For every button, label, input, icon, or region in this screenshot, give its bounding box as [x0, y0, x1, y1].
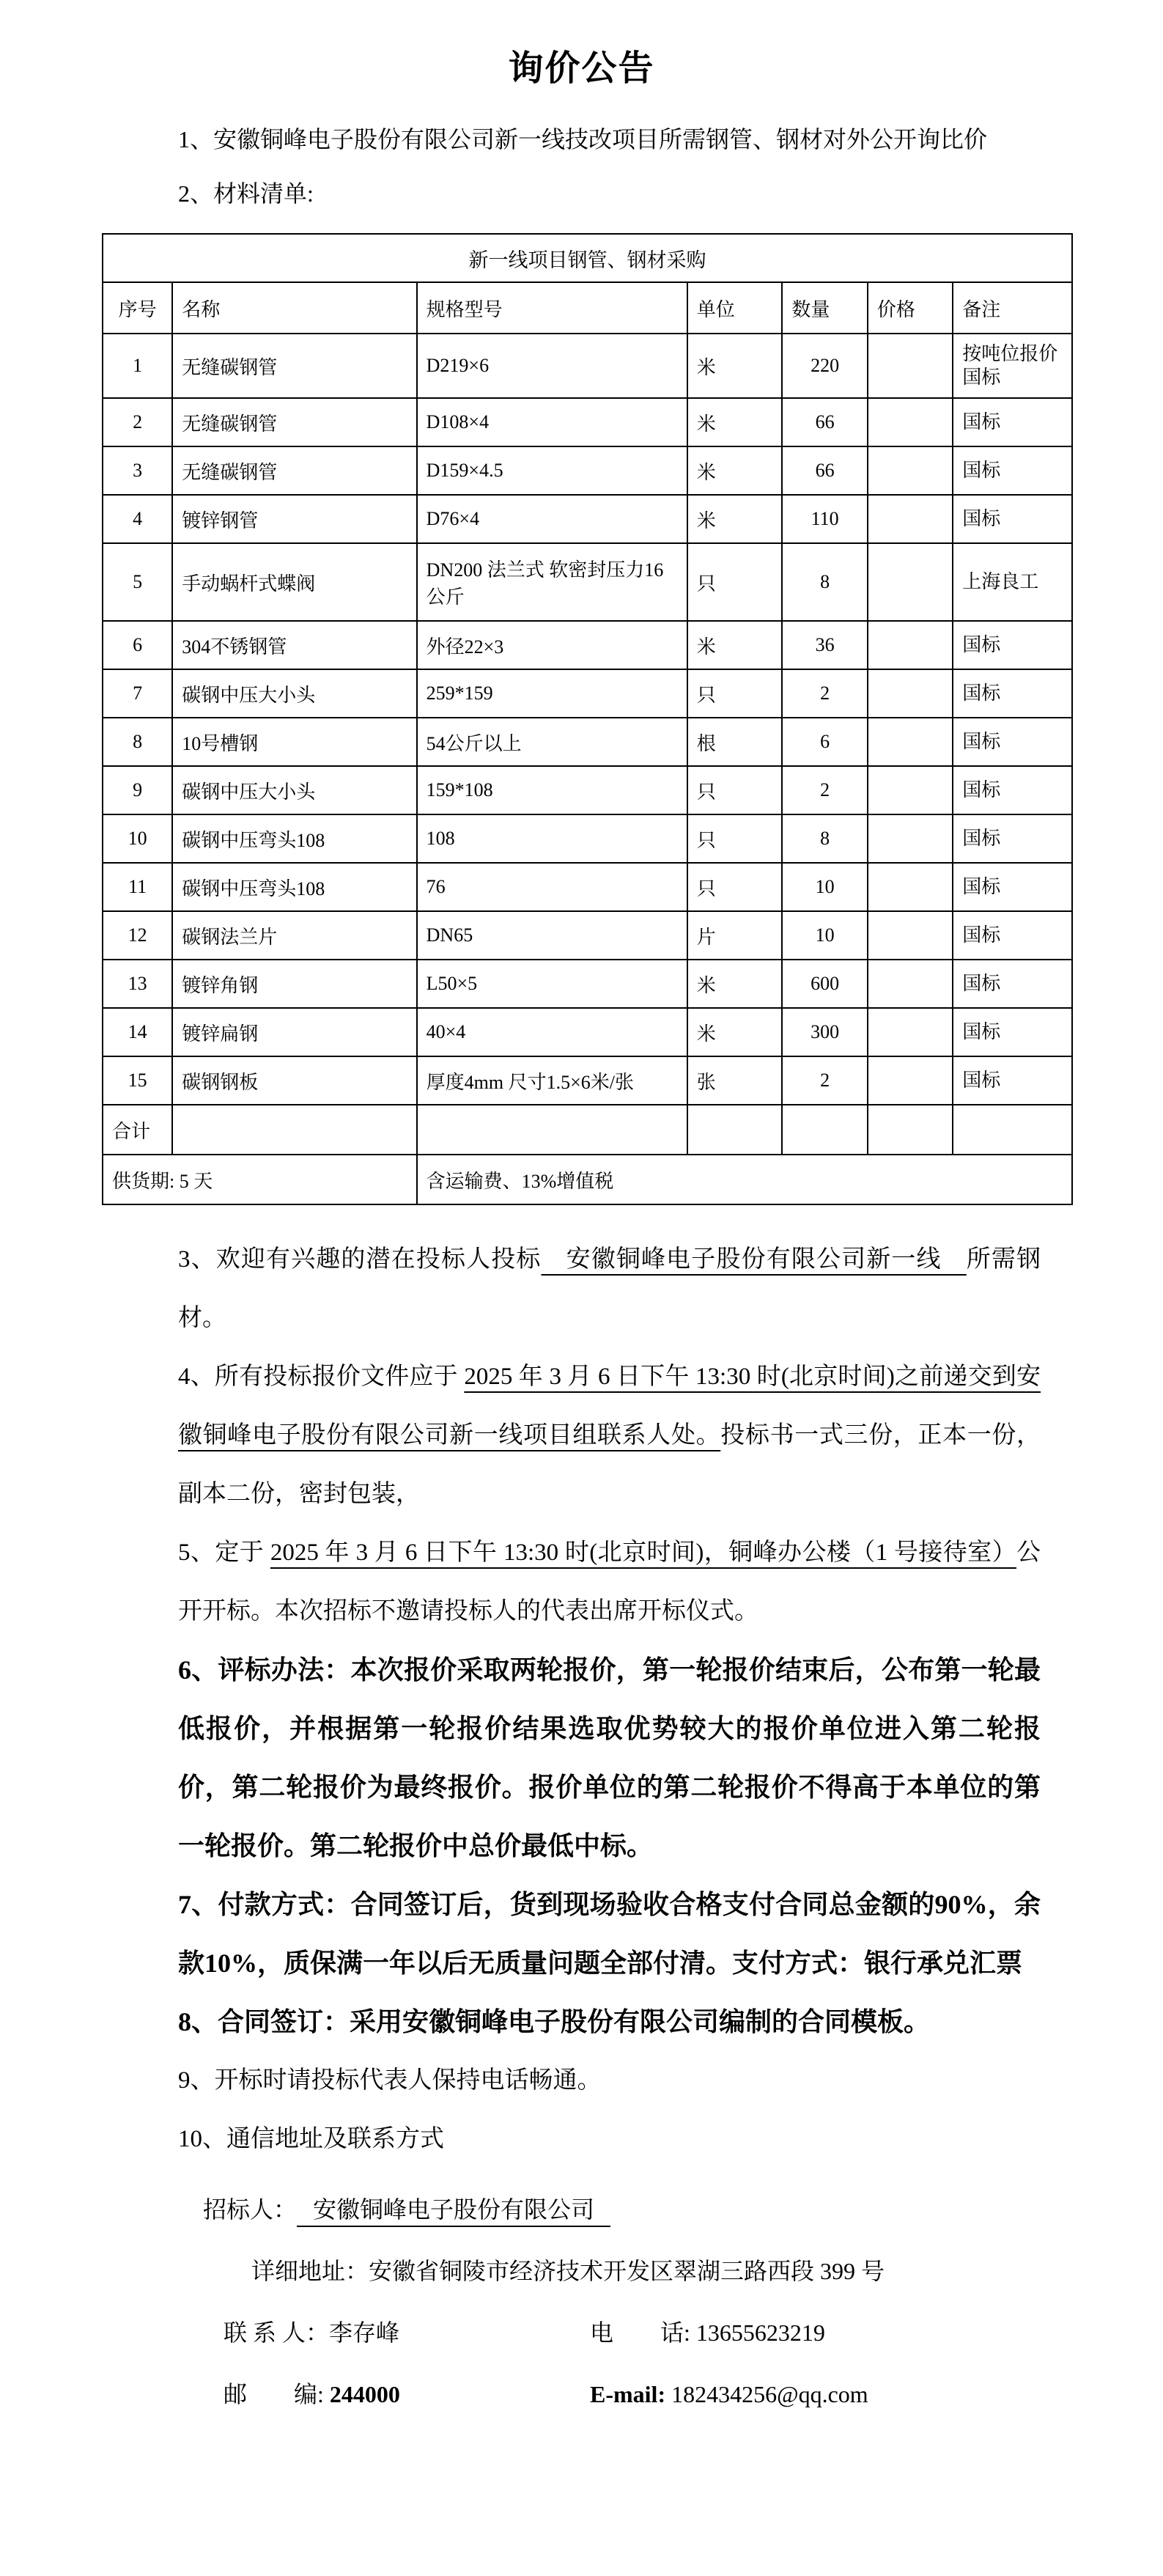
table-cell: 镀锌扁钢 [172, 1008, 416, 1056]
table-cell: 40×4 [417, 1008, 687, 1056]
paragraph-5-post: 公开开标。本次招标不邀请投标人的代表出席开标仪式。 [178, 1539, 1041, 1624]
table-cell: 张 [687, 1056, 783, 1105]
paragraph-6: 6、评标办法：本次报价采取两轮报价，第一轮报价结束后，公布第一轮最低报价，并根据第一轮报价结果选取优势较大的报价单位进入第二轮报价，第二轮报价为最终报价。报价单位的第二轮报价不得高于本单位的第一轮报价。第二轮报价中总价最低中标。 [178, 1655, 1041, 1861]
table-cell: 304不锈钢管 [172, 621, 416, 669]
empty-cell [868, 1105, 953, 1155]
table-cell: 10 [782, 863, 867, 911]
table-cell: 国标 [953, 495, 1072, 543]
table-row [103, 960, 1072, 1008]
table-cell: 碳钢中压弯头108 [172, 814, 416, 863]
table-cell: D108×4 [417, 398, 687, 446]
table-row [103, 669, 1072, 718]
table-cell: 米 [687, 960, 783, 1008]
column-header: 序号 [103, 282, 172, 334]
paragraph-3-post: 所需钢材。 [178, 1246, 1041, 1331]
table-cell: 国标 [953, 766, 1072, 814]
table-cell [868, 398, 953, 446]
paragraph-9: 9、开标时请投标代表人保持电话畅通。 [178, 2067, 602, 2094]
address-line: 详细地址：安徽省铜陵市经济技术开发区翠湖三路西段 399 号 [251, 2258, 885, 2284]
table-cell [868, 621, 953, 669]
table-cell: 碳钢法兰片 [172, 911, 416, 960]
body-text [0, 1230, 1163, 2168]
paragraph-4-pre: 4、所有投标报价文件应于 [178, 1364, 465, 1390]
empty-cell [172, 1105, 416, 1155]
table-cell: 根 [687, 718, 783, 766]
underlined-text: 2025 年 3 月 6 日下午 13:30 时(北京时间)之前递交到安徽铜峰电子股份有限公司新一线项目组联系人处。 [178, 1364, 1041, 1449]
table-cell: 碳钢中压弯头108 [172, 863, 416, 911]
table-cell: 只 [687, 543, 783, 621]
zip-label: 邮 编: [224, 2381, 330, 2407]
table-cell: 11 [103, 863, 172, 911]
table-cell [868, 863, 953, 911]
table-cell: 米 [687, 495, 783, 543]
table-cell: 米 [687, 621, 783, 669]
table-cell: 110 [782, 495, 867, 543]
table-cell: 米 [687, 1008, 783, 1056]
table-cell: 66 [782, 398, 867, 446]
table-cell: 国标 [953, 863, 1072, 911]
bidder-name-underlined: 安徽铜峰电子股份有限公司 [297, 2196, 610, 2227]
table-cell [868, 911, 953, 960]
table-cell: 手动蜗杆式蝶阀 [172, 543, 416, 621]
table-cell: L50×5 [417, 960, 687, 1008]
table-cell: 国标 [953, 446, 1072, 495]
table-cell: DN200 法兰式 软密封压力16公斤 [417, 543, 687, 621]
phone-number: 13655623219 [695, 2319, 825, 2346]
underlined-text: 2025 年 3 月 6 日下午 13:30 时(北京时间)，铜峰办公楼（1 号接待室） [270, 1539, 1016, 1566]
empty-cell [782, 1105, 867, 1155]
empty-cell [953, 1105, 1072, 1155]
table-cell: 国标 [953, 814, 1072, 863]
table-cell: 只 [687, 814, 783, 863]
table-cell [868, 543, 953, 621]
table-cell: 米 [687, 398, 783, 446]
table-cell: 14 [103, 1008, 172, 1056]
table-cell: 9 [103, 766, 172, 814]
table-cell: 国标 [953, 911, 1072, 960]
zip [224, 2363, 590, 2425]
column-header: 规格型号 [417, 282, 687, 334]
table-cell: 108 [417, 814, 687, 863]
table-cell: 15 [103, 1056, 172, 1105]
paragraph-5 [178, 1523, 1041, 1641]
table-cell: 碳钢中压大小头 [172, 669, 416, 718]
paragraph-8: 8、合同签订：采用安徽铜峰电子股份有限公司编制的合同模板。 [178, 2007, 931, 2036]
table-row [103, 814, 1072, 863]
column-header: 单位 [687, 282, 783, 334]
table-row [103, 495, 1072, 543]
contact-person-label: 联 系 人： [224, 2319, 330, 2346]
table-header-row [103, 282, 1072, 334]
table-cell [868, 495, 953, 543]
table-row [103, 911, 1072, 960]
table-cell: 按吨位报价 国标 [953, 334, 1072, 398]
table-cell: 600 [782, 960, 867, 1008]
supply-period-row [103, 1155, 1072, 1204]
table-cell: 2 [103, 398, 172, 446]
table-cell: 2 [782, 669, 867, 718]
table-cell [868, 334, 953, 398]
paragraph-3-pre: 3、欢迎有兴趣的潜在投标人投标 [178, 1246, 542, 1273]
email-label: E-mail: [590, 2381, 672, 2407]
column-header: 备注 [953, 282, 1072, 334]
table-caption-row [103, 234, 1072, 282]
table-cell [868, 718, 953, 766]
table-cell: D159×4.5 [417, 446, 687, 495]
email [590, 2363, 868, 2425]
table-caption: 新一线项目钢管、钢材采购 [103, 234, 1072, 282]
bidder-label: 招标人： [203, 2196, 298, 2223]
table-cell: 36 [782, 621, 867, 669]
table-cell: D76×4 [417, 495, 687, 543]
table-cell: 3 [103, 446, 172, 495]
table-cell: 碳钢钢板 [172, 1056, 416, 1105]
supply-period-cell: 供货期: 5 天 [103, 1155, 417, 1204]
table-cell: 1 [103, 334, 172, 398]
total-row [103, 1105, 1072, 1155]
paragraph-4 [178, 1347, 1041, 1523]
table-cell: 只 [687, 669, 783, 718]
table-cell: 76 [417, 863, 687, 911]
paragraph-5-pre: 5、定于 [178, 1539, 270, 1566]
table-row [103, 334, 1072, 398]
table-cell: DN65 [417, 911, 687, 960]
table-cell: 米 [687, 334, 783, 398]
table-cell [868, 669, 953, 718]
table-cell: 镀锌钢管 [172, 495, 416, 543]
table-cell: 外径22×3 [417, 621, 687, 669]
table-cell: 镀锌角钢 [172, 960, 416, 1008]
materials-table [102, 233, 1073, 1205]
table-cell: 6 [782, 718, 867, 766]
table-cell: 259*159 [417, 669, 687, 718]
table-cell: 10 [103, 814, 172, 863]
contact-block [0, 2179, 1163, 2425]
paragraph-1: 1、安徽铜峰电子股份有限公司新一线技改项目所需钢管、钢材对外公开询比价 [178, 126, 988, 152]
table-cell: 碳钢中压大小头 [172, 766, 416, 814]
paragraph-7: 7、付款方式：合同签订后，货到现场验收合格支付合同总金额的90%，余款10%，质保满一年以后无质量问题全部付清。支付方式：银行承兑汇票 [178, 1890, 1041, 1978]
contact-person-name: 李存峰 [329, 2319, 400, 2346]
table-cell: 国标 [953, 1008, 1072, 1056]
table-cell: 无缝碳钢管 [172, 446, 416, 495]
table-cell: 厚度4mm 尺寸1.5×6米/张 [417, 1056, 687, 1105]
column-header: 数量 [782, 282, 867, 334]
paragraph-2: 2、材料清单: [178, 180, 314, 207]
zip-email-line [178, 2363, 1041, 2425]
paragraph-3 [178, 1230, 1041, 1347]
table-cell: 10号槽钢 [172, 718, 416, 766]
table-cell: 66 [782, 446, 867, 495]
table-cell: 米 [687, 446, 783, 495]
table-cell: 54公斤以上 [417, 718, 687, 766]
table-cell: 只 [687, 863, 783, 911]
table-cell: 159*108 [417, 766, 687, 814]
table-cell: 220 [782, 334, 867, 398]
table-cell: 7 [103, 669, 172, 718]
table-cell: 国标 [953, 1056, 1072, 1105]
column-header: 价格 [868, 282, 953, 334]
underlined-text: 安徽铜峰电子股份有限公司新一线 [541, 1246, 967, 1273]
table-cell: 无缝碳钢管 [172, 334, 416, 398]
page-title: 询价公告 [508, 49, 655, 88]
table-row [103, 1056, 1072, 1105]
contact-person [224, 2302, 590, 2363]
table-row [103, 766, 1072, 814]
paragraph-4-post: 投标书一式三份，正本一份，副本二份，密封包装， [178, 1422, 1041, 1507]
table-cell: 12 [103, 911, 172, 960]
table-row [103, 863, 1072, 911]
table-cell: 国标 [953, 669, 1072, 718]
table-cell [868, 960, 953, 1008]
table-cell: 国标 [953, 718, 1072, 766]
table-cell: 片 [687, 911, 783, 960]
paragraph-10: 10、通信地址及联系方式 [178, 2126, 444, 2152]
bidder-line [178, 2179, 1041, 2240]
table-cell: 10 [782, 911, 867, 960]
table-cell: 8 [103, 718, 172, 766]
table-cell: 2 [782, 766, 867, 814]
table-cell: 13 [103, 960, 172, 1008]
empty-cell [687, 1105, 783, 1155]
zip-code: 244000 [329, 2381, 400, 2407]
table-cell: 国标 [953, 621, 1072, 669]
table-cell: 8 [782, 814, 867, 863]
table-row [103, 398, 1072, 446]
table-cell [868, 766, 953, 814]
email-address: 182434256@qq.com [671, 2381, 868, 2407]
table-cell [868, 446, 953, 495]
table-row [103, 446, 1072, 495]
table-cell: 300 [782, 1008, 867, 1056]
table-cell: 国标 [953, 398, 1072, 446]
table-cell: 2 [782, 1056, 867, 1105]
column-header: 名称 [172, 282, 416, 334]
contact-phone-line [178, 2302, 1041, 2363]
empty-cell [417, 1105, 687, 1155]
table-row [103, 543, 1072, 621]
supply-note-cell: 含运输费、13%增值税 [417, 1155, 1072, 1204]
table-cell [868, 1056, 953, 1105]
phone [590, 2302, 825, 2363]
table-cell: 8 [782, 543, 867, 621]
phone-label: 电 话: [590, 2319, 696, 2346]
table-cell: 5 [103, 543, 172, 621]
table-row [103, 621, 1072, 669]
table-cell: 国标 [953, 960, 1072, 1008]
table-cell: 只 [687, 766, 783, 814]
table-cell [868, 814, 953, 863]
table-cell: D219×6 [417, 334, 687, 398]
table-row [103, 1008, 1072, 1056]
table-cell: 无缝碳钢管 [172, 398, 416, 446]
table-row [103, 718, 1072, 766]
table-cell: 6 [103, 621, 172, 669]
table-cell [868, 1008, 953, 1056]
table-cell: 上海良工 [953, 543, 1072, 621]
total-label: 合计 [103, 1105, 172, 1155]
table-cell: 4 [103, 495, 172, 543]
